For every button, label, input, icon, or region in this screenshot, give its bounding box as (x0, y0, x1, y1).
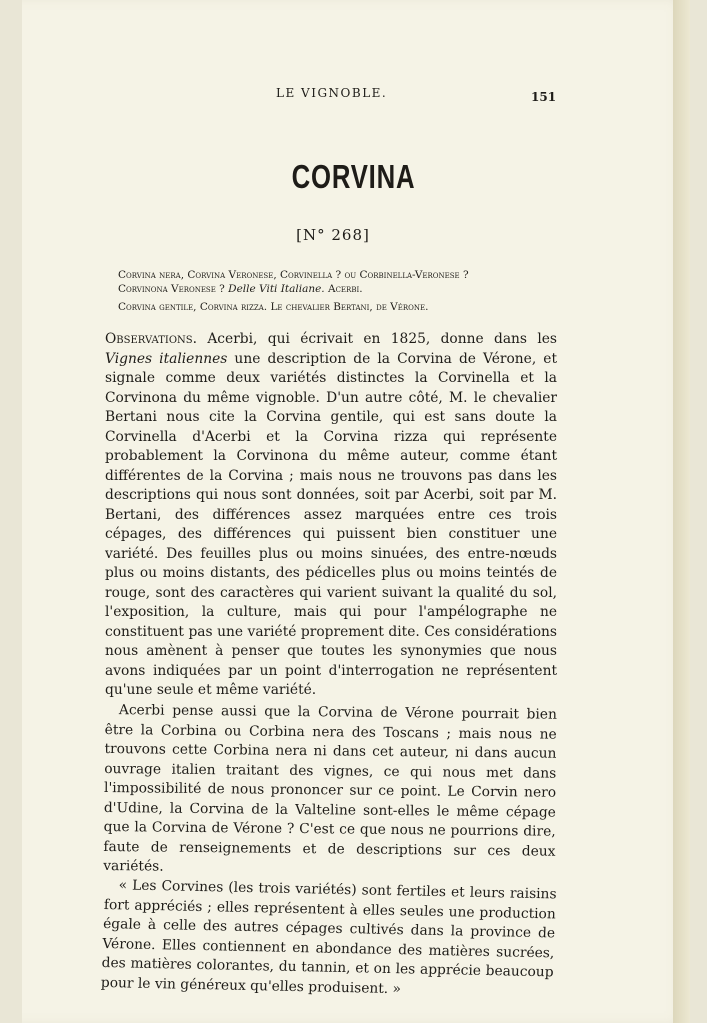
synonyms-line-2-prefix: Corvinona Veronese ? (118, 283, 229, 295)
running-head: LE VIGNOBLE. (276, 86, 388, 100)
observations-label: Observations. (105, 331, 198, 347)
body-text (100, 330, 557, 997)
page-number: 151 (531, 90, 557, 104)
paragraph-quote: « Les Corvines (les trois variétés) sont fertiles et leurs raisins fort appréciés ; elles représentent à elles seules une production égale à celle des autres cépages cultivés dans la province de Vérone. Elles contiennent en abondance des matières sucrées, des matières colorantes, du tannin, et on les apprécie beaucoup pour le vin généreux qu'elles produisent. » (100, 877, 557, 997)
paragraph-observations (105, 330, 557, 701)
paragraph-acerbi: Acerbi pense aussi que la Corvina de Vérone pourrait bien être la Corbina ou Corbina nera des Toscans ; mais nous ne trouvons cette Corbina nera ni dans cet auteur, ni dans aucun ouvrage italien traitant des vignes, ce qui nous met dans l'impossibilité de nous prononcer sur ce point. Le Corvin nero d'Udine, la Corvina de la Valteline sont-elles le même cépage que la Corvina de Vérone ? C'est ce que nous ne pourrions dire, faute de renseignements et de descriptions sur ces deux variétés. (103, 701, 557, 875)
variety-number: [N° 268] (296, 226, 370, 244)
synonyms-block (118, 268, 558, 314)
para1-text-a: Acerbi, qui écrivait en 1825, donne dans les (197, 331, 557, 347)
synonyms-line-2 (118, 282, 558, 296)
synonyms-line-3: Corvina gentile, Corvina rizza. Le chevalier Bertani, de Vérone. (118, 301, 429, 313)
para1-text-b: une description de la Corvina de Vérone, et signale comme deux variétés distinctes la Corvinella et la Corvinona du même vignoble. D'un autre côté, M. le chevalier Bertani nous cite la Corvina gentile, qui est sans doute la Corvinella d'Acerbi et la Corvina rizza qui représente probablement la Corvinona du même auteur, comme étant différentes de la Corvina ; mais nous ne trouvons pas dans les descriptions qui nous sont données, soit par Acerbi, soit par M. Bertani, des différences assez marquées entre ces trois cépages, des différences qui puissent bien constituer une variété. Des feuilles plus ou moins sinuées, des entre-nœuds plus ou moins distants, des pédicelles plus ou moins teintés de rouge, sont des caractères qui varient suivant la qualité du sol, l'exposition, la culture, mais qui pour l'ampélographe ne constituent pas une variété proprement dite. Ces considérations nous amènent à penser que toutes les synonymies que nous avons indiquées par un point d'interrogation ne représentent qu'une seule et même variété. (105, 350, 557, 698)
page-title: CORVINA (291, 158, 416, 195)
page-edge (673, 0, 690, 1023)
synonyms-line-1: Corvina nera, Corvina Veronese, Corvinella ? ou Corbinella-Veronese ? (118, 269, 469, 281)
synonyms-line-2-suffix: Acerbi. (324, 283, 363, 295)
para1-italic-title: Vignes italiennes (105, 350, 228, 367)
synonyms-source-title: Delle Viti Italiane. (228, 283, 325, 295)
